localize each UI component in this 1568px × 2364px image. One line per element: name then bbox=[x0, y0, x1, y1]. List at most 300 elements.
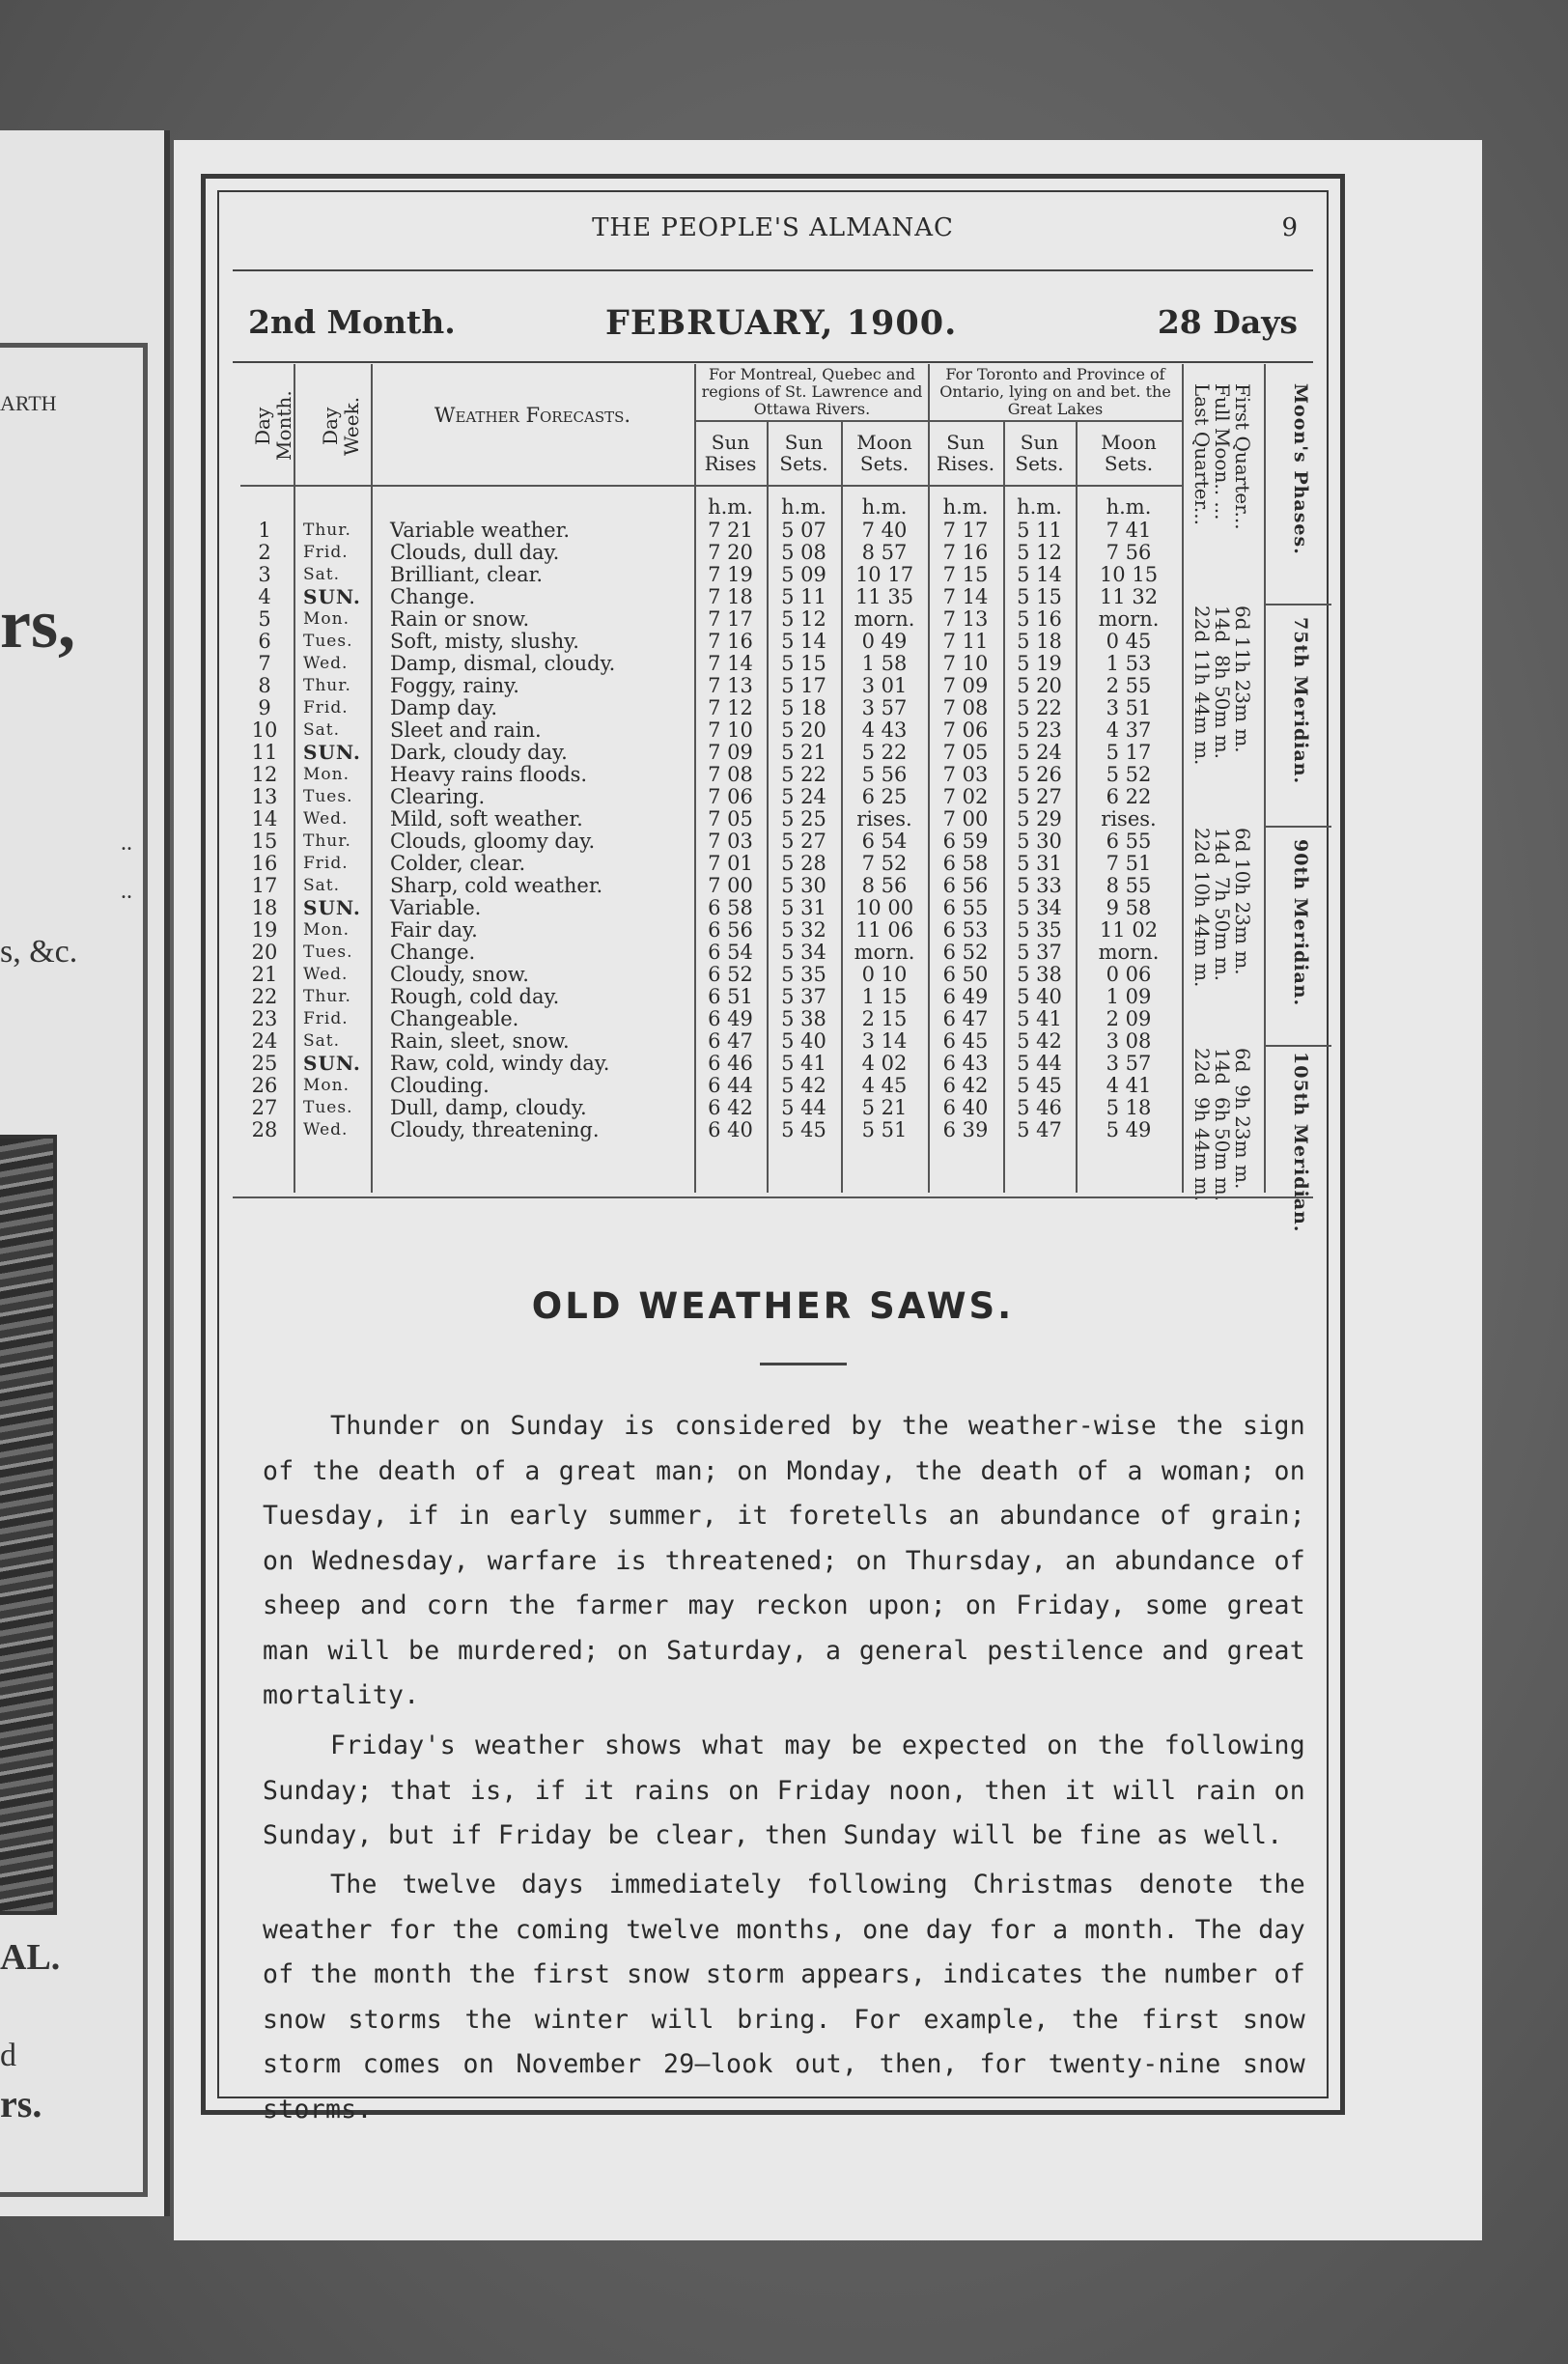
cell-w-set: 5 19 bbox=[1017, 652, 1062, 675]
table-row bbox=[240, 920, 1211, 940]
cell-e-rise: 6 47 bbox=[708, 1029, 753, 1053]
table-row bbox=[240, 676, 1211, 695]
cell-fc: Dull, damp, cloudy. bbox=[390, 1096, 587, 1119]
cell-w-rise: 7 10 bbox=[942, 652, 989, 675]
cell-fc: Clouds, dull day. bbox=[390, 541, 560, 564]
cell-fc: Damp day. bbox=[390, 696, 498, 719]
table-row bbox=[240, 698, 1211, 718]
cell-wk: Sat. bbox=[303, 720, 341, 740]
cell-w-rise: 6 50 bbox=[942, 963, 989, 986]
title-rule bbox=[760, 1363, 847, 1365]
cell-fc: Brilliant, clear. bbox=[390, 563, 544, 586]
cell-e-rise: 7 19 bbox=[708, 563, 753, 586]
table-row bbox=[240, 521, 1211, 540]
cell-w-set: 5 42 bbox=[1017, 1029, 1062, 1053]
cell-wk: Sat. bbox=[303, 1031, 341, 1051]
cell-e-moon: 3 57 bbox=[861, 696, 908, 719]
cell-e-set: 5 32 bbox=[781, 918, 826, 942]
cell-w-moon: 11 32 bbox=[1099, 585, 1159, 608]
cell-fc: Sharp, cold weather. bbox=[390, 874, 603, 897]
cell-w-rise: 7 06 bbox=[942, 718, 989, 742]
cell-e-set: 5 42 bbox=[781, 1074, 826, 1097]
cell-wk: Tues. bbox=[303, 1098, 353, 1117]
cell-w-set: 5 12 bbox=[1017, 541, 1062, 564]
cell-e-set: 5 08 bbox=[781, 541, 826, 564]
month-label: 2nd Month. bbox=[248, 303, 456, 341]
cell-e-moon: 3 01 bbox=[861, 674, 908, 697]
table-row bbox=[240, 965, 1211, 984]
cell-e-set: 5 41 bbox=[781, 1052, 826, 1075]
cell-w-set: 5 23 bbox=[1017, 718, 1062, 742]
left-facing-page bbox=[0, 130, 170, 2216]
cell-w-moon: 1 53 bbox=[1106, 652, 1152, 675]
cell-e-rise: 7 01 bbox=[708, 852, 753, 875]
cell-fc: Soft, misty, slushy. bbox=[390, 630, 579, 653]
cell-w-set: 5 41 bbox=[1017, 1007, 1062, 1030]
cell-fc: Cloudy, snow. bbox=[390, 963, 529, 986]
cell-fc: Clouds, gloomy day. bbox=[390, 830, 596, 853]
cell-e-moon: 10 17 bbox=[854, 563, 914, 586]
header-region-east: For Montreal, Quebec and regions of St. Lawrence and Ottawa Rivers. bbox=[701, 365, 923, 418]
almanac-page bbox=[174, 140, 1482, 2240]
cell-e-moon: 5 51 bbox=[861, 1118, 908, 1141]
cell-day: 10 bbox=[251, 718, 278, 742]
cell-w-set: 5 34 bbox=[1017, 896, 1062, 919]
cell-e-rise: 6 54 bbox=[708, 941, 753, 964]
cell-e-set: 5 07 bbox=[781, 519, 826, 542]
cell-e-rise: 7 17 bbox=[708, 607, 753, 631]
page-number: 9 bbox=[1281, 213, 1298, 242]
cell-e-rise: 7 12 bbox=[708, 696, 753, 719]
cell-e-set: 5 28 bbox=[781, 852, 826, 875]
cell-fc: Rough, cold day. bbox=[390, 985, 560, 1008]
cell-wk: Frid. bbox=[303, 698, 349, 718]
cell-e-rise: 7 21 bbox=[708, 519, 753, 542]
cell-e-moon: 5 21 bbox=[861, 1096, 908, 1119]
cell-w-rise: 6 40 bbox=[942, 1096, 989, 1119]
table-row bbox=[240, 1031, 1211, 1051]
cell-w-set: 5 20 bbox=[1017, 674, 1062, 697]
cell-e-moon: 1 15 bbox=[861, 985, 908, 1008]
cell-wk: Tues. bbox=[303, 943, 353, 962]
column-divider bbox=[1264, 364, 1266, 1193]
header-sun-sets: Sun Sets. bbox=[779, 431, 828, 475]
cell-e-set: 5 45 bbox=[781, 1118, 826, 1141]
cell-w-rise: 7 14 bbox=[942, 585, 989, 608]
cell-e-set: 5 20 bbox=[781, 718, 826, 742]
cell-e-moon: 4 45 bbox=[861, 1074, 908, 1097]
phase-times-105: 6d 9h 23m m. 14d 6h 50m m. 22d 9h 44m m. bbox=[1190, 1048, 1254, 1202]
cell-e-rise: 6 51 bbox=[708, 985, 753, 1008]
cell-w-moon: 2 09 bbox=[1106, 1007, 1152, 1030]
cell-w-moon: 7 56 bbox=[1106, 541, 1152, 564]
cell-wk: Thur. bbox=[303, 676, 351, 695]
cell-w-rise: 7 17 bbox=[942, 519, 989, 542]
cell-e-moon: 10 00 bbox=[854, 896, 914, 919]
cell-w-rise: 7 09 bbox=[942, 674, 989, 697]
cell-e-moon: rises. bbox=[856, 807, 912, 830]
left-page-illustration bbox=[0, 1135, 57, 1915]
cell-day: 15 bbox=[251, 830, 278, 853]
cell-e-set: 5 15 bbox=[781, 652, 826, 675]
cell-e-moon: 7 40 bbox=[861, 519, 908, 542]
cell-e-rise: 6 44 bbox=[708, 1074, 753, 1097]
table-row bbox=[240, 987, 1211, 1006]
cell-e-set: 5 09 bbox=[781, 563, 826, 586]
cell-w-rise: 7 03 bbox=[942, 763, 989, 786]
cell-fc: Clearing. bbox=[390, 785, 486, 808]
cell-e-moon: 4 43 bbox=[861, 718, 908, 742]
header-bottom-rule bbox=[240, 485, 1182, 487]
left-fragment: .. bbox=[121, 830, 132, 856]
table-row bbox=[240, 1009, 1211, 1028]
cell-w-rise: 7 11 bbox=[942, 630, 989, 653]
cell-day: 6 bbox=[258, 630, 271, 653]
phase-rule bbox=[1264, 826, 1331, 828]
cell-e-set: 5 44 bbox=[781, 1096, 826, 1119]
cell-w-set: 5 18 bbox=[1017, 630, 1062, 653]
cell-wk: Tues. bbox=[303, 632, 353, 651]
cell-fc: Dark, cloudy day. bbox=[390, 741, 568, 764]
cell-w-moon: 3 51 bbox=[1106, 696, 1152, 719]
cell-e-set: 5 35 bbox=[781, 963, 826, 986]
table-row bbox=[240, 609, 1211, 629]
cell-day: 22 bbox=[251, 985, 278, 1008]
cell-w-rise: 7 00 bbox=[942, 807, 989, 830]
cell-e-rise: 7 10 bbox=[708, 718, 753, 742]
cell-day: 7 bbox=[258, 652, 271, 675]
region-rule bbox=[694, 420, 1182, 422]
cell-w-moon: 1 09 bbox=[1106, 985, 1152, 1008]
cell-w-set: 5 44 bbox=[1017, 1052, 1062, 1075]
table-row bbox=[240, 1098, 1211, 1117]
cell-fc: Foggy, rainy. bbox=[390, 674, 519, 697]
cell-wk: Mon. bbox=[303, 1076, 350, 1095]
cell-wk: Wed. bbox=[303, 809, 349, 829]
table-row bbox=[240, 809, 1211, 829]
header-forecasts: Weather Forecasts. bbox=[434, 404, 631, 427]
cell-w-set: 5 33 bbox=[1017, 874, 1062, 897]
phase-rule bbox=[1264, 1045, 1331, 1047]
article-paragraph: The twelve days immediately following Christmas denote the weather for the coming twelve months, one day for a month. The day of the month the first snow storm appears, indicates the number of snow storms the winter will bring. For example, the first snow storm comes on November 29—look out, then, for twenty-nine snow storms. bbox=[263, 1870, 1305, 2125]
header-sun-rises-west: Sun Rises. bbox=[936, 431, 995, 475]
cell-wk: Frid. bbox=[303, 854, 349, 873]
left-fragment: rs. bbox=[0, 2082, 42, 2125]
cell-w-set: 5 30 bbox=[1017, 830, 1062, 853]
cell-fc: Colder, clear. bbox=[390, 852, 526, 875]
cell-e-set: 5 37 bbox=[781, 985, 826, 1008]
table-row bbox=[240, 1120, 1211, 1140]
cell-w-set: 5 29 bbox=[1017, 807, 1062, 830]
cell-wk: Wed. bbox=[303, 1120, 349, 1140]
left-fragment: s, &c. bbox=[0, 934, 78, 970]
cell-w-set: 5 35 bbox=[1017, 918, 1062, 942]
header-moon-sets: Moon Sets. bbox=[856, 431, 912, 475]
cell-w-rise: 7 15 bbox=[942, 563, 989, 586]
cell-w-moon: rises. bbox=[1101, 807, 1157, 830]
cell-day: 24 bbox=[251, 1029, 278, 1053]
table-row bbox=[240, 876, 1211, 895]
header-sun-sets-west: Sun Sets. bbox=[1015, 431, 1064, 475]
cell-w-rise: 7 05 bbox=[942, 741, 989, 764]
moons-phases-title: Moon's Phases. bbox=[1290, 383, 1311, 555]
cell-e-moon: 6 25 bbox=[861, 785, 908, 808]
cell-w-rise: 6 53 bbox=[942, 918, 989, 942]
cell-w-rise: 7 08 bbox=[942, 696, 989, 719]
cell-wk: Thur. bbox=[303, 831, 351, 851]
cell-fc: Variable weather. bbox=[390, 519, 571, 542]
table-row bbox=[240, 565, 1211, 584]
cell-e-set: 5 38 bbox=[781, 1007, 826, 1030]
table-row bbox=[240, 632, 1211, 651]
cell-day: 5 bbox=[258, 607, 271, 631]
cell-fc: Cloudy, threatening. bbox=[390, 1118, 600, 1141]
cell-w-moon: 9 58 bbox=[1106, 896, 1152, 919]
cell-w-moon: 7 51 bbox=[1106, 852, 1152, 875]
article-paragraph: Thunder on Sunday is considered by the weather-wise the sign of the death of a great man; on Monday, the death of a woman; on Tuesday, if in early summer, it foretells an abundance of grain; on Wednesday, warfare is threatened; on Thursday, an abundance of sheep and corn the farmer may reckon upon; on Friday, some great man will be murdered; on Saturday, a general pestilence and great mortality. bbox=[263, 1411, 1305, 1710]
cell-day: 25 bbox=[251, 1052, 278, 1075]
cell-e-moon: 4 02 bbox=[861, 1052, 908, 1075]
cell-wk: Tues. bbox=[303, 787, 353, 806]
header-moon-sets-west: Moon Sets. bbox=[1101, 431, 1157, 475]
header-day-month: Day Month. bbox=[251, 390, 295, 462]
table-row bbox=[240, 720, 1211, 740]
cell-w-rise: 6 42 bbox=[942, 1074, 989, 1097]
cell-fc: Raw, cold, windy day. bbox=[390, 1052, 610, 1075]
unit-label: h.m. bbox=[708, 495, 753, 519]
cell-w-set: 5 27 bbox=[1017, 785, 1062, 808]
table-row bbox=[240, 743, 1211, 762]
cell-e-rise: 7 08 bbox=[708, 763, 753, 786]
article-title: OLD WEATHER SAWS. bbox=[531, 1285, 1015, 1327]
cell-e-rise: 7 20 bbox=[708, 541, 753, 564]
days-label: 28 Days bbox=[1157, 303, 1298, 341]
cell-wk: Mon. bbox=[303, 920, 350, 940]
cell-w-rise: 6 43 bbox=[942, 1052, 989, 1075]
cell-fc: Fair day. bbox=[390, 918, 478, 942]
cell-w-set: 5 15 bbox=[1017, 585, 1062, 608]
left-fragment: AL. bbox=[0, 1937, 61, 1978]
meridian-75: 75th Meridian. bbox=[1290, 617, 1311, 785]
cell-e-rise: 7 06 bbox=[708, 785, 753, 808]
cell-wk: SUN. bbox=[303, 585, 361, 608]
cell-w-moon: 10 15 bbox=[1099, 563, 1159, 586]
cell-fc: Heavy rains floods. bbox=[390, 763, 588, 786]
cell-wk: SUN. bbox=[303, 1052, 361, 1075]
cell-w-moon: 3 08 bbox=[1106, 1029, 1152, 1053]
cell-day: 18 bbox=[251, 896, 278, 919]
cell-wk: SUN. bbox=[303, 741, 361, 764]
cell-fc: Changeable. bbox=[390, 1007, 519, 1030]
cell-e-moon: 3 14 bbox=[861, 1029, 908, 1053]
article-paragraph: Friday's weather shows what may be expected on the following Sunday; that is, if it rains on Friday noon, then it will rain on Sunday, but if Friday be clear, then Sunday will be fine as well. bbox=[263, 1731, 1305, 1850]
cell-w-rise: 6 58 bbox=[942, 852, 989, 875]
cell-w-set: 5 31 bbox=[1017, 852, 1062, 875]
page-border bbox=[201, 174, 1345, 2125]
cell-w-rise: 7 02 bbox=[942, 785, 989, 808]
cell-w-set: 5 47 bbox=[1017, 1118, 1062, 1141]
cell-day: 13 bbox=[251, 785, 278, 808]
cell-e-set: 5 27 bbox=[781, 830, 826, 853]
header-sun-rises: Sun Rises bbox=[704, 431, 757, 475]
unit-label: h.m. bbox=[1106, 495, 1152, 519]
cell-wk: SUN. bbox=[303, 896, 361, 919]
header-day-week: Day Week. bbox=[319, 396, 363, 456]
cell-e-set: 5 31 bbox=[781, 896, 826, 919]
cell-w-moon: 0 45 bbox=[1106, 630, 1152, 653]
cell-day: 20 bbox=[251, 941, 278, 964]
left-fragment: d bbox=[0, 2038, 16, 2073]
cell-day: 19 bbox=[251, 918, 278, 942]
cell-w-moon: 7 41 bbox=[1106, 519, 1152, 542]
cell-w-moon: 5 17 bbox=[1106, 741, 1152, 764]
cell-e-rise: 6 49 bbox=[708, 1007, 753, 1030]
cell-w-rise: 6 55 bbox=[942, 896, 989, 919]
table-row bbox=[240, 1076, 1211, 1095]
cell-e-rise: 7 16 bbox=[708, 630, 753, 653]
cell-e-set: 5 34 bbox=[781, 941, 826, 964]
cell-wk: Frid. bbox=[303, 1009, 349, 1028]
cell-e-moon: 6 54 bbox=[861, 830, 908, 853]
cell-wk: Thur. bbox=[303, 987, 351, 1006]
cell-e-rise: 7 05 bbox=[708, 807, 753, 830]
unit-label: h.m. bbox=[781, 495, 826, 519]
cell-e-rise: 6 58 bbox=[708, 896, 753, 919]
cell-e-moon: 0 49 bbox=[861, 630, 908, 653]
cell-e-moon: 11 06 bbox=[854, 918, 914, 942]
cell-wk: Mon. bbox=[303, 609, 350, 629]
cell-fc: Change. bbox=[390, 585, 476, 608]
unit-label: h.m. bbox=[861, 495, 908, 519]
cell-e-moon: 8 57 bbox=[861, 541, 908, 564]
cell-day: 1 bbox=[258, 519, 271, 542]
cell-w-moon: morn. bbox=[1098, 941, 1160, 964]
meridian-105: 105th Meridian. bbox=[1290, 1052, 1311, 1233]
cell-day: 3 bbox=[258, 563, 271, 586]
cell-fc: Damp, dismal, cloudy. bbox=[390, 652, 616, 675]
table-row bbox=[240, 787, 1211, 806]
cell-w-moon: 6 55 bbox=[1106, 830, 1152, 853]
cell-e-moon: 7 52 bbox=[861, 852, 908, 875]
cell-w-rise: 6 47 bbox=[942, 1007, 989, 1030]
phase-times-75: 6d 11h 23m m. 14d 8h 50m m. 22d 11h 44m m. bbox=[1190, 605, 1254, 766]
cell-wk: Thur. bbox=[303, 521, 351, 540]
left-fragment: rs, bbox=[0, 585, 75, 662]
page-inner-border bbox=[217, 190, 1329, 2125]
table-row bbox=[240, 765, 1211, 784]
cell-fc: Clouding. bbox=[390, 1074, 490, 1097]
cell-e-set: 5 22 bbox=[781, 763, 826, 786]
cell-e-rise: 7 09 bbox=[708, 741, 753, 764]
cell-e-set: 5 21 bbox=[781, 741, 826, 764]
header-region-west: For Toronto and Province of Ontario, lying on and bet. the Great Lakes bbox=[939, 365, 1171, 418]
cell-wk: Wed. bbox=[303, 965, 349, 984]
cell-e-moon: 11 35 bbox=[854, 585, 914, 608]
cell-w-moon: morn. bbox=[1098, 607, 1160, 631]
table-row bbox=[240, 898, 1211, 917]
cell-e-set: 5 40 bbox=[781, 1029, 826, 1053]
cell-w-rise: 6 49 bbox=[942, 985, 989, 1008]
cell-e-set: 5 17 bbox=[781, 674, 826, 697]
cell-e-set: 5 30 bbox=[781, 874, 826, 897]
cell-day: 4 bbox=[258, 585, 271, 608]
unit-label: h.m. bbox=[942, 495, 989, 519]
unit-label: h.m. bbox=[1017, 495, 1062, 519]
cell-e-moon: 2 15 bbox=[861, 1007, 908, 1030]
cell-w-rise: 6 45 bbox=[942, 1029, 989, 1053]
table-row bbox=[240, 831, 1211, 851]
cell-w-moon: 2 55 bbox=[1106, 674, 1152, 697]
running-title: THE PEOPLE'S ALMANAC bbox=[592, 213, 954, 242]
cell-w-set: 5 37 bbox=[1017, 941, 1062, 964]
cell-fc: Rain, sleet, snow. bbox=[390, 1029, 570, 1053]
cell-day: 12 bbox=[251, 763, 278, 786]
cell-w-set: 5 38 bbox=[1017, 963, 1062, 986]
cell-w-set: 5 26 bbox=[1017, 763, 1062, 786]
left-fragment: .. bbox=[121, 879, 132, 904]
cell-e-rise: 7 03 bbox=[708, 830, 753, 853]
left-fragment: ARTH bbox=[0, 391, 57, 415]
cell-e-set: 5 18 bbox=[781, 696, 826, 719]
cell-w-moon: 5 49 bbox=[1106, 1118, 1152, 1141]
cell-fc: Change. bbox=[390, 941, 476, 964]
cell-e-moon: 5 56 bbox=[861, 763, 908, 786]
cell-w-moon: 8 55 bbox=[1106, 874, 1152, 897]
table-bottom-rule bbox=[233, 1196, 1313, 1198]
cell-day: 26 bbox=[251, 1074, 278, 1097]
cell-w-rise: 7 16 bbox=[942, 541, 989, 564]
cell-fc: Variable. bbox=[390, 896, 482, 919]
month-rule bbox=[233, 361, 1313, 363]
table-row bbox=[240, 654, 1211, 673]
month-title: FEBRUARY, 1900. bbox=[605, 303, 958, 343]
cell-w-rise: 6 39 bbox=[942, 1118, 989, 1141]
table-row bbox=[240, 543, 1211, 562]
cell-e-rise: 6 56 bbox=[708, 918, 753, 942]
cell-w-rise: 6 52 bbox=[942, 941, 989, 964]
cell-w-moon: 5 18 bbox=[1106, 1096, 1152, 1119]
cell-w-moon: 11 02 bbox=[1099, 918, 1159, 942]
cell-w-moon: 0 06 bbox=[1106, 963, 1152, 986]
cell-w-set: 5 14 bbox=[1017, 563, 1062, 586]
table-row bbox=[240, 1054, 1211, 1073]
cell-w-moon: 4 41 bbox=[1106, 1074, 1152, 1097]
cell-day: 9 bbox=[258, 696, 271, 719]
phase-labels: First Quarter... Full Moon.. ... Last Quarter... bbox=[1190, 383, 1254, 530]
cell-w-set: 5 40 bbox=[1017, 985, 1062, 1008]
cell-e-moon: morn. bbox=[854, 607, 915, 631]
cell-wk: Frid. bbox=[303, 543, 349, 562]
cell-wk: Sat. bbox=[303, 876, 341, 895]
cell-e-rise: 7 14 bbox=[708, 652, 753, 675]
phase-rule bbox=[1264, 604, 1331, 605]
phase-times-90: 6d 10h 23m m. 14d 7h 50m m. 22d 10h 44m m. bbox=[1190, 828, 1254, 988]
cell-w-rise: 6 56 bbox=[942, 874, 989, 897]
cell-e-set: 5 11 bbox=[781, 585, 826, 608]
cell-e-rise: 6 40 bbox=[708, 1118, 753, 1141]
cell-e-rise: 6 46 bbox=[708, 1052, 753, 1075]
cell-w-set: 5 45 bbox=[1017, 1074, 1062, 1097]
cell-day: 8 bbox=[258, 674, 271, 697]
cell-e-moon: 0 10 bbox=[861, 963, 908, 986]
cell-w-moon: 5 52 bbox=[1106, 763, 1152, 786]
table-row bbox=[240, 854, 1211, 873]
cell-w-moon: 4 37 bbox=[1106, 718, 1152, 742]
cell-w-rise: 6 59 bbox=[942, 830, 989, 853]
cell-w-set: 5 24 bbox=[1017, 741, 1062, 764]
cell-w-set: 5 16 bbox=[1017, 607, 1062, 631]
cell-wk: Mon. bbox=[303, 765, 350, 784]
